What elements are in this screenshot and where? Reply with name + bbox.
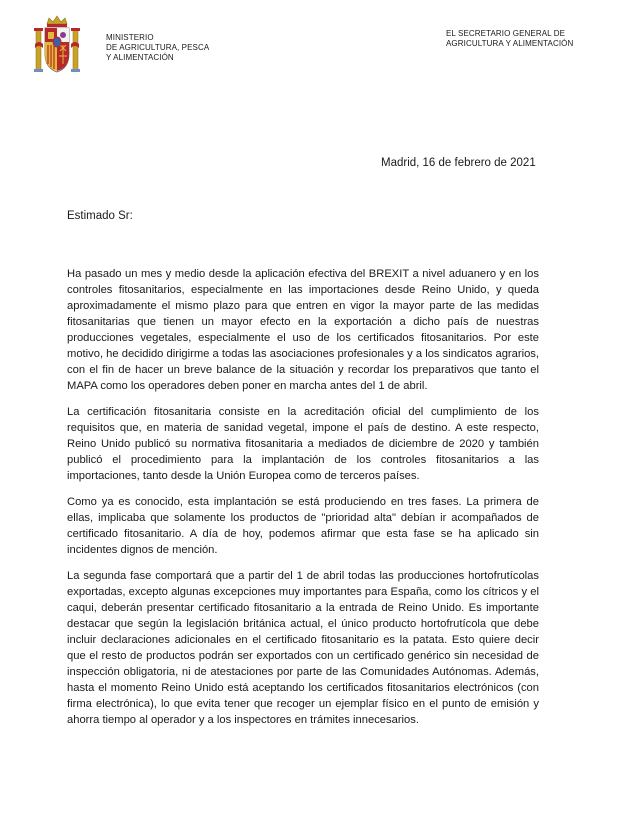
spanish-coat-of-arms-icon: [33, 14, 81, 78]
paragraph-4: La segunda fase comportará que a partir del 1 de abril todas las producciones hortofrutícolas exportadas, excepto algunas excepciones muy importantes para España, como los cítricos y el caqui, deberán presentar certificado fitosanitario a la entrada de Reino Unido. Es importante destacar que según la legislación británica actual, el único producto hortofrutícola que debe incluir declaraciones adicionales en el certificado fitosanitario es la patata. Esto quiere decir que el resto de productos podrán ser exportados con un certificado genérico sin necesidad de inspección obligatoria, ni de atestaciones por parte de las Comunidades Autónomas. Además, hasta el momento Reino Unido está aceptando los certificados fitosanitarios electrónicos (con firma electrónica), lo que evita tener que recoger un ejemplar físico en el punto de emisión y ahorra tiempo al operador y a los inspectores en trámites innecesarios.: [67, 570, 539, 726]
ministry-name: MINISTERIO DE AGRICULTURA, PESCA Y ALIMENTACIÓN: [106, 33, 210, 62]
paragraph-1: Ha pasado un mes y medio desde la aplicación efectiva del BREXIT a nivel aduanero y en los controles fitosanitarios, especialmente en las importaciones desde Reino Unido, y queda aproximadamente el mismo plazo para que entren en vigor la mayor parte de las medidas fitosanitarias que tienen un mayor efecto en la exportación a dicho país de nuestras producciones vegetales, especialmente el uso de los certificados fitosanitarios. Por este motivo, he decidido dirigirme a todas las asociaciones profesionales y a los sindicatos agrarios, con el fin de hacer un breve balance de la situación y recordar los preparativos que tanto el MAPA como los operadores deben poner en marcha antes del 1 de abril.: [67, 268, 539, 392]
secretary-title: EL SECRETARIO GENERAL DE AGRICULTURA Y ALIMENTACIÓN: [446, 29, 574, 48]
letter-body: [67, 266, 539, 738]
paragraph-3: Como ya es conocido, esta implantación se está produciendo en tres fases. La primera de ellas, implicaba que solamente los productos de "prioridad alta" debían ir acompañados de certificado fitosanitario. A día de hoy, podemos afirmar que esta fase se ha aplicado sin incidentes dignos de mención.: [67, 496, 539, 556]
paragraph-2: La certificación fitosanitaria consiste en la acreditación oficial del cumplimiento de los requisitos que, en materia de sanidad vegetal, impone el país de destino. A este respecto, Reino Unido publicó su normativa fitosanitaria a mediados de diciembre de 2020 y también publicó el procedimiento para la implantación de los controles fitosanitarios a las importaciones, tanto desde la Unión Europea como de terceros países.: [67, 406, 539, 482]
letter-date: Madrid, 16 de febrero de 2021: [381, 157, 536, 169]
letter-greeting: Estimado Sr:: [67, 210, 133, 222]
